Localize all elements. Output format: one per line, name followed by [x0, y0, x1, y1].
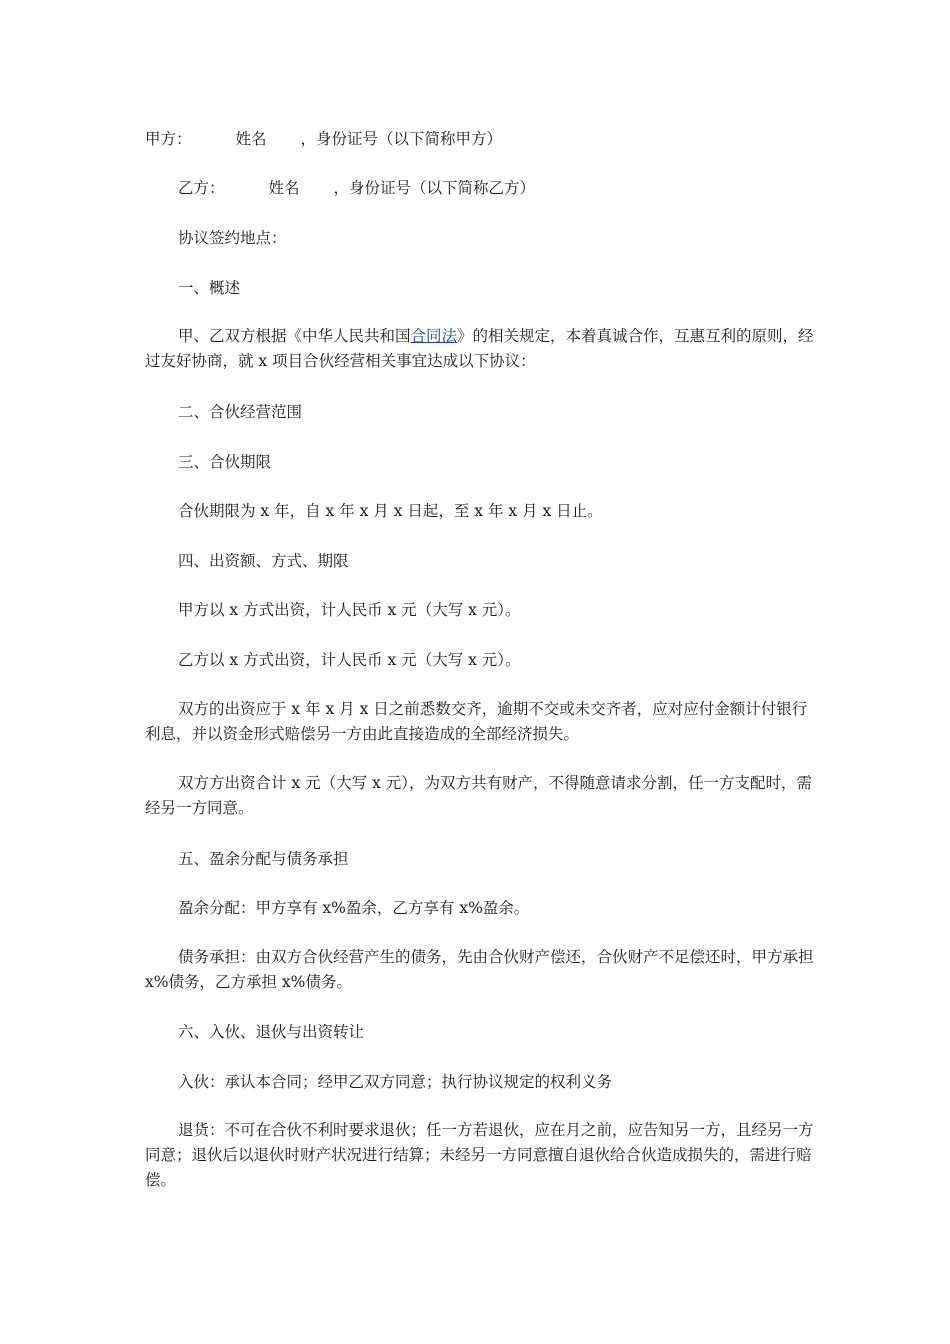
section-5-title: 五、盈余分配与债务承担	[178, 850, 349, 868]
section-2-title: 二、合伙经营范围	[178, 403, 303, 421]
party-b-line	[178, 175, 815, 201]
s1-text-before: 甲、乙双方根据《中华人民共和国	[178, 327, 411, 345]
section-6-paragraph-1: 入伙：承认本合同；经甲乙双方同意；执行协议规定的权利义务	[178, 1073, 613, 1091]
section-4-title: 四、出资额、方式、期限	[178, 552, 349, 570]
party-a-name: 姓名	[235, 130, 267, 148]
section-3-title: 三、合伙期限	[178, 453, 272, 471]
s1-text-after: 》的相关规定，本着真诚合作，互惠互利的原则，经过友好协商，就 x 项目合伙经营相关事宜达成以下协议：	[145, 327, 814, 370]
section-1-paragraph	[145, 324, 815, 374]
section-3-paragraph: 合伙期限为 x 年，自 x 年 x 月 x 日起，至 x 年 x 月 x 日止。	[178, 502, 603, 520]
signing-location: 协议签约地点：	[178, 229, 287, 247]
section-4-paragraph-4: 双方方出资合计 x 元（大写 x 元），为双方共有财产，不得随意请求分割，任一方支配时，需经另一方同意。	[145, 774, 812, 817]
contract-law-link[interactable]: 合同法	[410, 327, 458, 345]
party-b-name: 姓名	[268, 179, 300, 197]
section-4-paragraph-1: 甲方以 x 方式出资，计人民币 x 元（大写 x 元）。	[178, 601, 521, 619]
section-6-title: 六、入伙、退伙与出资转让	[178, 1023, 365, 1041]
section-6-paragraph-2: 退货：不可在合伙不利时要求退伙；任一方若退伙，应在月之前，应告知另一方，且经另一方同意；退伙后以退伙时财产状况进行结算；未经另一方同意擅自退伙给合伙造成损失的，需进行赔偿。	[145, 1121, 814, 1189]
section-4-paragraph-3: 双方的出资应于 x 年 x 月 x 日之前悉数交齐，逾期不交或未交齐者，应对应付金额计付银行利息，并以资金形式赔偿另一方由此直接造成的全部经济损失。	[145, 700, 808, 743]
party-b-label: 乙方：	[178, 179, 225, 197]
party-a-rest: ，身份证号（以下简称甲方）	[300, 130, 503, 148]
section-5-paragraph-1: 盈余分配：甲方享有 x%盈余，乙方享有 x%盈余。	[178, 899, 530, 917]
party-a-label: 甲方：	[145, 130, 192, 148]
section-5-paragraph-2: 债务承担：由双方合伙经营产生的债务，先由合伙财产偿还，合伙财产不足偿还时，甲方承担 x%债务，乙方承担 x%债务。	[145, 948, 814, 991]
party-a-line	[145, 126, 815, 152]
section-4-paragraph-2: 乙方以 x 方式出资，计人民币 x 元（大写 x 元）。	[178, 651, 521, 669]
section-1-title: 一、概述	[178, 279, 241, 297]
party-b-rest: ，身份证号（以下简称乙方）	[333, 179, 536, 197]
